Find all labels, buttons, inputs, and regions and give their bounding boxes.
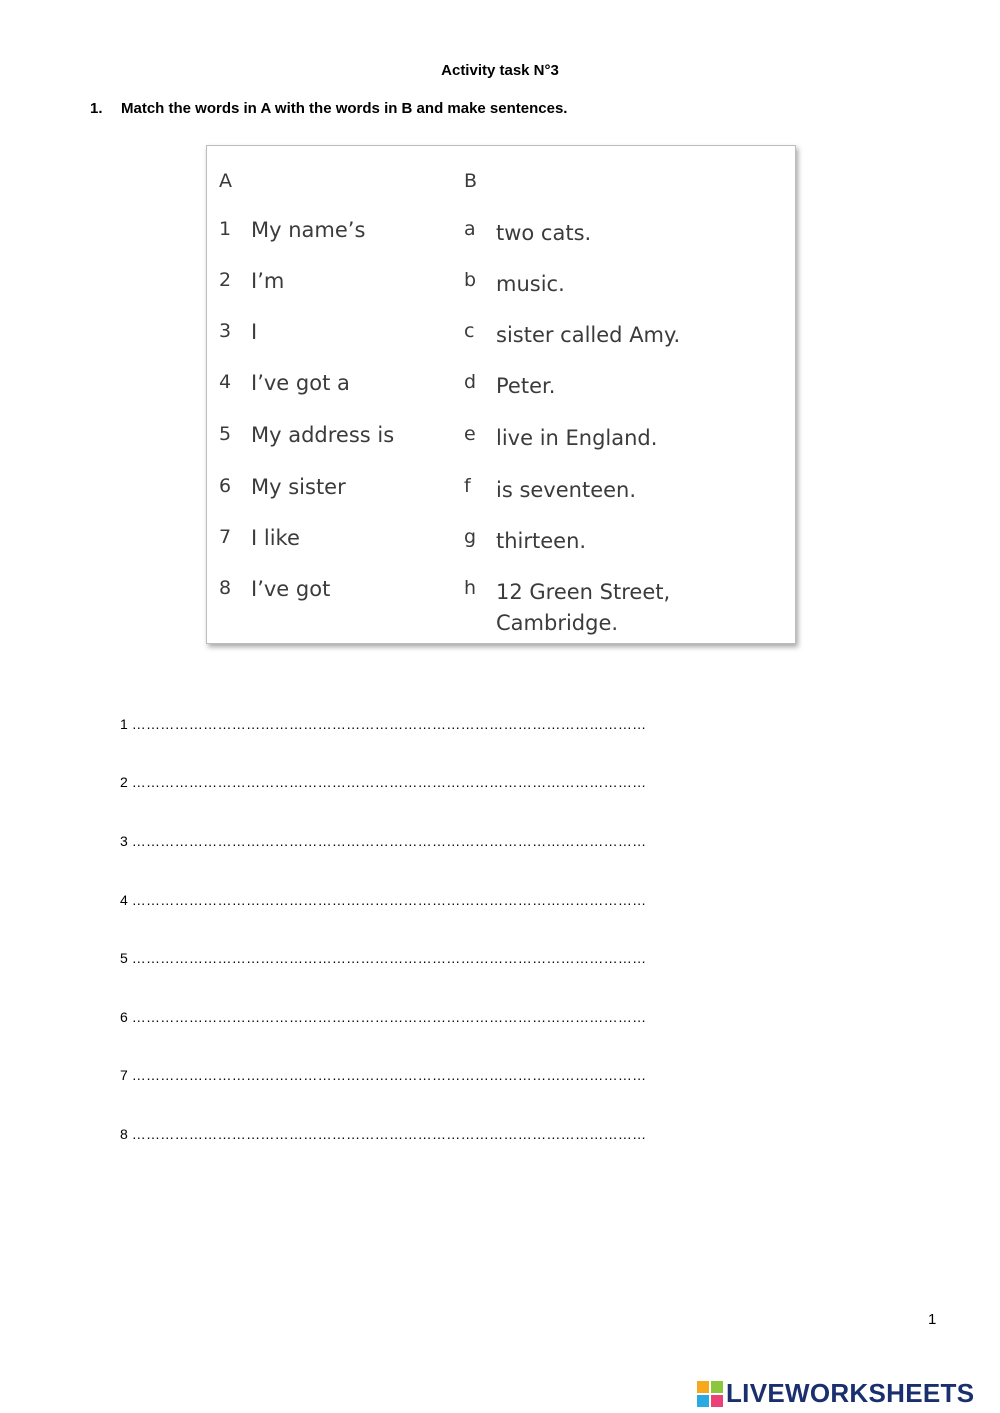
row-number: 7 <box>219 526 232 548</box>
answer-line-dots: ……………………………………………………………………………………………… <box>131 716 647 732</box>
column-b-text: music. <box>496 272 565 296</box>
column-b-header: B <box>464 170 478 192</box>
row-letter: f <box>464 475 471 497</box>
answer-line-dots: ……………………………………………………………………………………………… <box>131 1126 647 1142</box>
column-a-text: I <box>251 320 258 344</box>
row-number: 1 <box>219 218 232 240</box>
row-number: 8 <box>219 577 232 599</box>
row-number: 5 <box>219 423 232 445</box>
answer-line-dots: ……………………………………………………………………………………………… <box>131 774 647 790</box>
column-b-text: live in England. <box>496 426 658 450</box>
column-b-text: sister called Amy. <box>496 323 681 347</box>
answer-line-dots: ……………………………………………………………………………………………… <box>131 833 647 849</box>
column-b-text: is seventeen. <box>496 478 637 502</box>
matching-table <box>206 145 796 644</box>
column-a-text: I’ve got a <box>251 371 350 395</box>
answer-line-dots: ……………………………………………………………………………………………… <box>131 1067 647 1083</box>
answer-line-5[interactable] <box>120 950 647 966</box>
row-letter: g <box>464 526 477 548</box>
column-a-header: A <box>219 170 232 192</box>
answer-line-number: 5 <box>120 950 128 966</box>
row-letter: b <box>464 269 477 291</box>
row-letter: e <box>464 423 476 445</box>
column-b-text: two cats. <box>496 221 592 245</box>
answer-line-number: 2 <box>120 774 128 790</box>
answer-line-number: 1 <box>120 716 128 732</box>
column-a-text: My name’s <box>251 218 366 242</box>
row-number: 3 <box>219 320 232 342</box>
liveworksheets-logo-icon <box>697 1381 723 1407</box>
row-number: 6 <box>219 475 232 497</box>
column-b-text: Peter. <box>496 374 556 398</box>
row-number: 2 <box>219 269 232 291</box>
answer-line-dots: ……………………………………………………………………………………………… <box>131 1009 647 1025</box>
answer-line-number: 3 <box>120 833 128 849</box>
instruction <box>90 100 567 117</box>
answer-line-1[interactable] <box>120 716 647 732</box>
column-b-text: 12 Green Street, Cambridge. <box>496 580 671 635</box>
column-a-text: I’m <box>251 269 285 293</box>
row-letter: c <box>464 320 475 342</box>
answer-line-7[interactable] <box>120 1067 647 1083</box>
answer-line-number: 4 <box>120 892 128 908</box>
answer-line-number: 6 <box>120 1009 128 1025</box>
brand-name: LIVEWORKSHEETS <box>726 1378 975 1408</box>
column-a-text: My address is <box>251 423 395 447</box>
answer-line-number: 8 <box>120 1126 128 1142</box>
answer-line-dots: ……………………………………………………………………………………………… <box>131 950 647 966</box>
instruction-number: 1. <box>90 100 103 117</box>
row-letter: h <box>464 577 477 599</box>
answer-line-number: 7 <box>120 1067 128 1083</box>
answer-line-dots: ……………………………………………………………………………………………… <box>131 892 647 908</box>
page-title: Activity task N°3 <box>441 62 559 79</box>
answer-line-6[interactable] <box>120 1009 647 1025</box>
column-b-text: thirteen. <box>496 529 587 553</box>
answer-line-3[interactable] <box>120 833 647 849</box>
column-a-text: I’ve got <box>251 577 331 601</box>
column-a-text: I like <box>251 526 300 550</box>
brand-footer <box>697 1378 974 1409</box>
answer-line-8[interactable] <box>120 1126 647 1142</box>
row-letter: d <box>464 371 477 393</box>
column-a-text: My sister <box>251 475 346 499</box>
instruction-text: Match the words in A with the words in B and make sentences. <box>121 100 568 117</box>
answer-line-4[interactable] <box>120 892 647 908</box>
page-number: 1 <box>928 1311 937 1328</box>
row-letter: a <box>464 218 476 240</box>
answer-line-2[interactable] <box>120 774 647 790</box>
row-number: 4 <box>219 371 232 393</box>
